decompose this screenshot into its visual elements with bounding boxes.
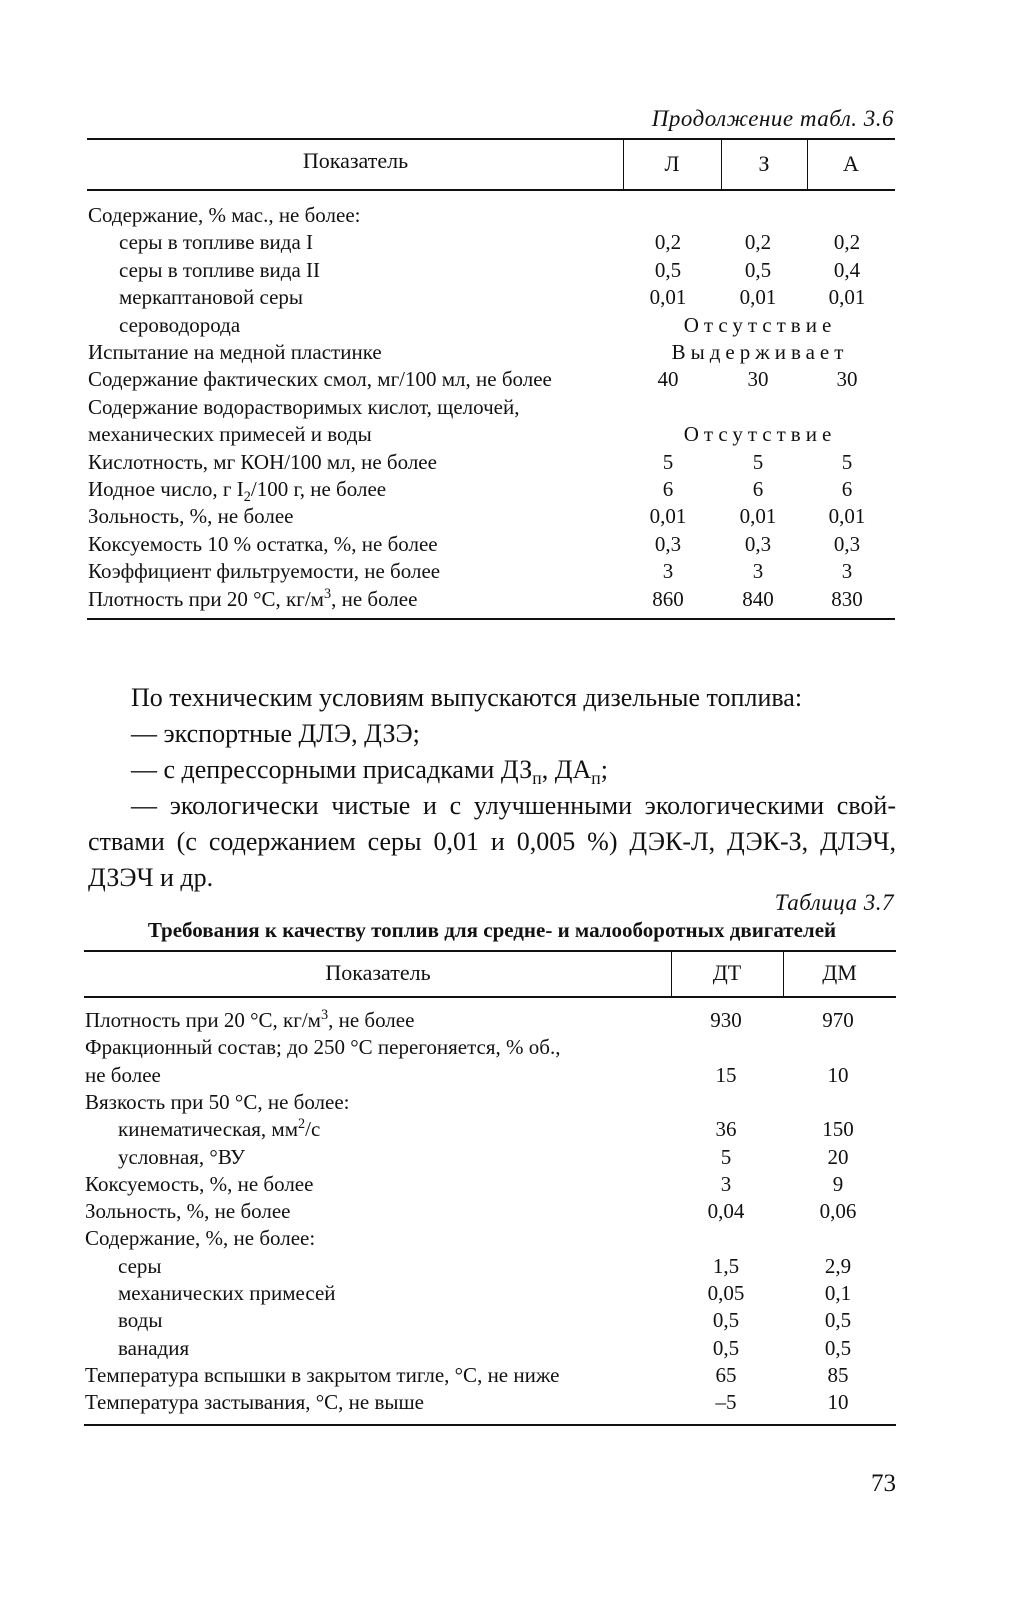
- table-row: [0, 449, 1012, 476]
- row-label: воды: [118, 1308, 163, 1333]
- row-label: механических примесей: [118, 1281, 336, 1305]
- table-3-7-top-rule: [84, 950, 896, 952]
- row-label: не более: [85, 1062, 161, 1087]
- table-row: [0, 503, 1012, 530]
- table-row: [0, 312, 1012, 339]
- row-label: Содержание водорастворимых кислот, щелочей,: [88, 394, 520, 419]
- row-label-text: Иодное число, г I: [88, 477, 244, 501]
- row-label: Содержание фактических смол, мг/100 мл, не более: [88, 367, 552, 392]
- row-value: 10: [827, 1062, 849, 1087]
- row-value: 830: [831, 586, 863, 611]
- table-row: [0, 586, 1012, 613]
- row-label-text: кинематическая, мм: [118, 1117, 299, 1142]
- table-row: [0, 1062, 1012, 1089]
- row-value: 20: [827, 1144, 849, 1169]
- row-value: 3: [841, 559, 853, 584]
- row-value: 0,06: [819, 1199, 857, 1224]
- table-row: [0, 1034, 1012, 1061]
- row-value: 0,3: [833, 531, 861, 556]
- table-3-6-caption: Продолжение табл. 3.6: [651, 106, 894, 131]
- row-label: Содержание, %, не более:: [85, 1226, 316, 1251]
- row-label: Испытание на медной пластинке: [88, 340, 382, 364]
- row-label: [88, 586, 417, 613]
- table-3-7-bottom-rule: [84, 1424, 896, 1426]
- row-label: Вязкость при 50 °С, не более:: [85, 1089, 350, 1114]
- row-value: 930: [710, 1008, 742, 1032]
- table-3-7-header-rule: [84, 996, 896, 998]
- row-label: серы в топливе вида II: [119, 257, 321, 282]
- table-row: [0, 1280, 1012, 1307]
- table-3-6-header-a: А: [843, 151, 859, 176]
- row-label: Зольность, %, не более: [85, 1199, 291, 1224]
- row-value: 9: [832, 1171, 844, 1196]
- row-label: Зольность, %, не более: [88, 504, 294, 529]
- row-label: Температура застывания, °С, не выше: [85, 1390, 424, 1415]
- table-row: [0, 394, 1012, 421]
- row-value: 40: [657, 367, 679, 392]
- table-3-7-title: Требования к качеству топлив для средне- и малооборотных двигателей: [147, 918, 837, 942]
- row-label: Кислотность, мг КОН/100 мл, не более: [88, 449, 437, 474]
- row-value: 5: [841, 449, 853, 474]
- paragraph-line: — с депрессорными присадками $ДЗ_п$, $ДА_п$;: [131, 755, 608, 789]
- row-value: 150: [822, 1117, 854, 1142]
- row-value: 3: [662, 559, 674, 584]
- row-label: Температура вспышки в закрытом тигле, °С, не ниже: [85, 1362, 560, 1387]
- table-row: [0, 1253, 1012, 1280]
- row-label: механических примесей и воды: [88, 422, 372, 447]
- row-value: 5: [752, 449, 764, 474]
- row-label: Коксуемость, %, не более: [85, 1171, 314, 1196]
- row-value: 3: [752, 559, 764, 584]
- row-value: 860: [652, 586, 684, 611]
- row-value: 2,9: [824, 1253, 852, 1278]
- table-row: [0, 476, 1012, 506]
- row-value: 3: [720, 1171, 732, 1196]
- table-row: [0, 1389, 1012, 1416]
- page-number: 73: [871, 1470, 896, 1497]
- row-value: 0,5: [824, 1335, 852, 1360]
- table-row: [0, 1225, 1012, 1252]
- table-row: [0, 1335, 1012, 1362]
- row-value: 0,5: [744, 257, 772, 282]
- row-value: 5: [662, 449, 674, 474]
- row-value: 30: [836, 367, 858, 392]
- row-label: меркаптановой серы: [119, 285, 304, 310]
- table-3-7-header-indicator: Показатель: [325, 960, 431, 985]
- row-value: 0,2: [744, 230, 772, 255]
- table-row: [0, 1089, 1012, 1116]
- row-value: –5: [715, 1390, 737, 1415]
- row-value: 6: [752, 477, 764, 501]
- row-value: 0,4: [833, 257, 861, 282]
- row-value: 0,5: [824, 1308, 852, 1333]
- row-value: 0,5: [712, 1335, 740, 1360]
- row-value: 10: [827, 1390, 849, 1415]
- paragraph-line: По техническим условиям выпускаются дизельные топлива:: [131, 683, 803, 712]
- row-value: 0,3: [744, 531, 772, 556]
- paragraph-line: — экспортные ДЛЭ, ДЗЭ;: [131, 719, 420, 748]
- row-label: [118, 1116, 320, 1143]
- row-merged-value: Отсутствие: [683, 312, 837, 337]
- table-row: [0, 531, 1012, 558]
- row-label-superscript: 2: [298, 1116, 306, 1133]
- table-3-6-bottom-rule: [87, 618, 895, 620]
- row-value: 0,2: [833, 230, 861, 255]
- row-value: 0,01: [828, 285, 866, 310]
- row-value: 0,01: [649, 504, 687, 529]
- row-value: 0,05: [707, 1281, 745, 1305]
- row-value: 15: [715, 1062, 737, 1087]
- table-row: [0, 257, 1012, 284]
- row-label: [88, 476, 387, 506]
- table-3-6-header-z: З: [758, 151, 770, 176]
- row-label-text: /с: [305, 1117, 321, 1142]
- table-3-7-header-dm: ДМ: [822, 960, 857, 985]
- table-row: [0, 1362, 1012, 1389]
- table-row: [0, 1198, 1012, 1225]
- row-value: 0,3: [654, 531, 682, 556]
- row-value: 85: [827, 1362, 849, 1387]
- row-value: 0,01: [739, 285, 777, 310]
- paragraph-line: ствами (с содержанием серы 0,01 и 0,005 %) ДЭК-Л, ДЭК-З, ДЛЭЧ,: [88, 827, 896, 856]
- row-label-text: Плотность при 20 °С, кг/м: [88, 586, 324, 611]
- row-label-superscript: 3: [323, 585, 332, 602]
- row-value: 0,01: [649, 285, 687, 310]
- row-label-text: , не более: [328, 1008, 415, 1032]
- row-merged-value: Отсутствие: [683, 422, 837, 447]
- row-label: [85, 1007, 414, 1034]
- row-value: 65: [715, 1362, 737, 1387]
- row-merged-value: Выдерживает: [671, 340, 849, 364]
- table-row: [0, 1307, 1012, 1334]
- row-label: Фракционный состав; до 250 °С перегоняется, % об.,: [85, 1035, 561, 1060]
- row-value: 0,2: [654, 230, 682, 255]
- row-value: 0,5: [712, 1308, 740, 1333]
- table-3-7-header-dt: ДТ: [712, 960, 742, 985]
- table-3-6-header-indicator: Показатель: [302, 148, 409, 173]
- row-value: 0,01: [739, 504, 777, 529]
- table-row: [0, 558, 1012, 585]
- row-label-text: /100 г, не более: [250, 477, 387, 501]
- row-value: 36: [715, 1117, 737, 1142]
- row-value: 6: [841, 477, 853, 501]
- body-paragraph: [88, 680, 896, 896]
- table-row: [0, 1171, 1012, 1198]
- row-value: 840: [742, 586, 774, 611]
- row-label: Содержание, % мас., не более:: [88, 203, 361, 227]
- row-value: 1,5: [712, 1253, 740, 1278]
- row-value: 30: [747, 367, 769, 392]
- table-row: [0, 1116, 1012, 1143]
- table-row: [0, 339, 1012, 366]
- row-value: 5: [720, 1144, 732, 1169]
- row-value: 0,5: [654, 257, 682, 282]
- row-label: серы в топливе вида I: [119, 230, 314, 255]
- table-row: [0, 1007, 1012, 1034]
- table-row: [0, 421, 1012, 448]
- row-label: условная, °ВУ: [118, 1144, 246, 1169]
- table-3-6-header-rule: [87, 189, 895, 191]
- row-label-subscript: 2: [243, 489, 251, 506]
- paragraph-line: — экологически чистые и с улучшенными экологическими свой-: [131, 791, 896, 820]
- row-value: 970: [822, 1008, 854, 1032]
- table-row: [0, 229, 1012, 256]
- row-label: ванадия: [118, 1335, 190, 1360]
- row-value: 0,04: [707, 1199, 745, 1224]
- table-3-6-header-l: Л: [664, 151, 680, 176]
- row-value: 6: [662, 477, 674, 501]
- row-label-text: Плотность при 20 °С, кг/м: [85, 1008, 321, 1032]
- paragraph-line: ДЗЭЧ и др.: [88, 863, 214, 892]
- table-row: [0, 284, 1012, 311]
- row-value: 0,1: [824, 1281, 852, 1305]
- table-row: [0, 1144, 1012, 1171]
- table-3-6-top-rule: [87, 138, 895, 140]
- table-row: [0, 202, 1012, 229]
- row-label: серы: [118, 1253, 162, 1278]
- row-label: сероводорода: [119, 312, 241, 337]
- row-label: Коэффициент фильтруемости, не более: [88, 559, 441, 584]
- row-label: Коксуемость 10 % остатка, %, не более: [88, 531, 438, 556]
- row-label-text: , не более: [331, 586, 418, 611]
- table-row: [0, 366, 1012, 393]
- row-label-superscript: 3: [320, 1007, 329, 1023]
- table-3-7-caption: Таблица 3.7: [774, 890, 894, 915]
- row-value: 0,01: [828, 504, 866, 529]
